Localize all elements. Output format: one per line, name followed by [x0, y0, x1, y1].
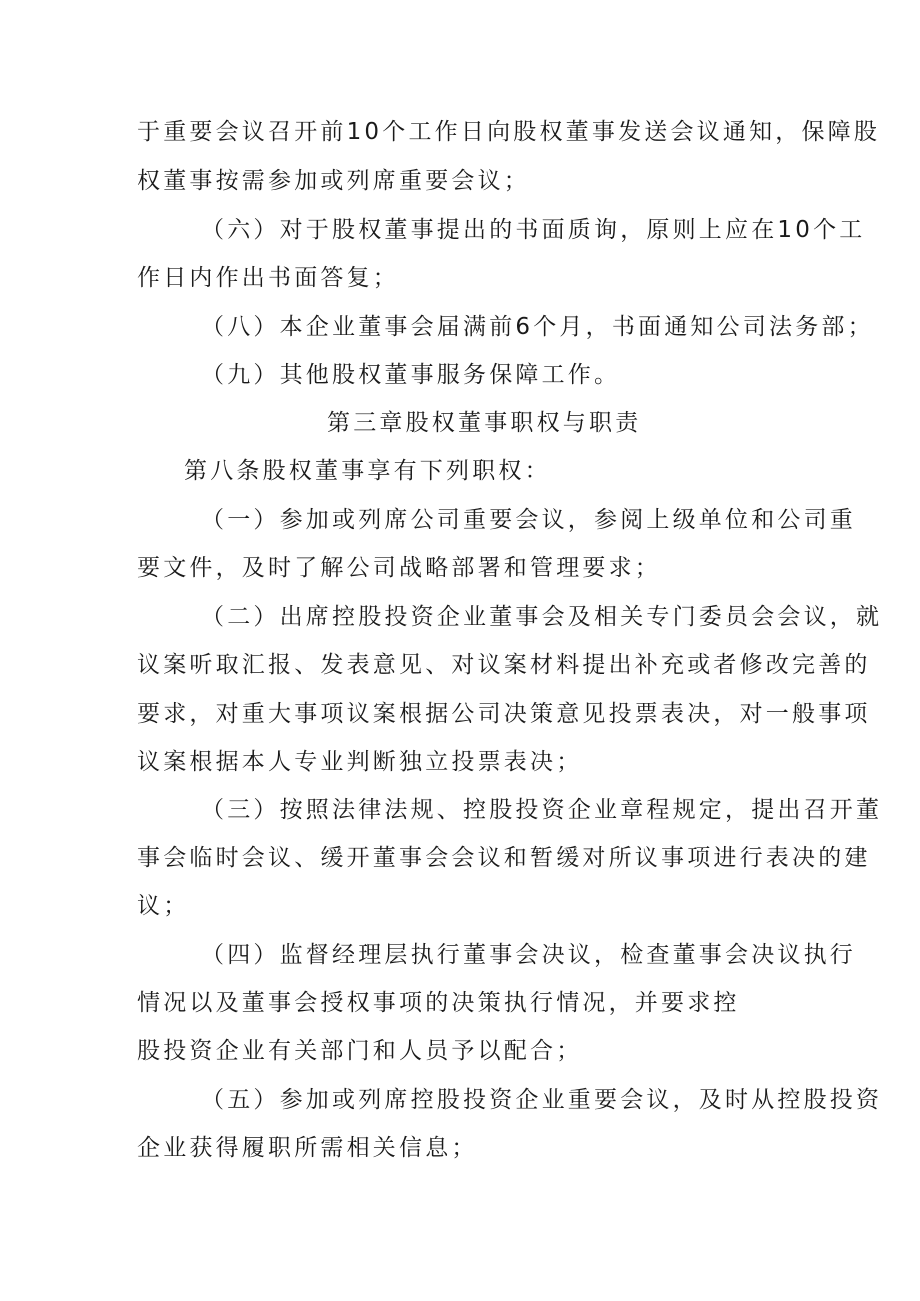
- text-line-6: （九）其他股权董事服务保障工作。: [201, 362, 621, 388]
- text-line-13: 要求，对重大事项议案根据公司决策意见投票表决，对一般事项: [137, 701, 871, 727]
- text-line-4: 作日内作出书面答复；: [137, 265, 399, 291]
- article-heading: 第八条股权董事享有下列职权：: [184, 458, 551, 484]
- text-line-2: 权董事按需参加或列席重要会议；: [137, 168, 530, 194]
- chapter-heading: 第三章股权董事职权与职责: [327, 410, 642, 436]
- text-line-9: （一）参加或列席公司重要会议，参阅上级单位和公司重: [201, 507, 856, 533]
- text-line-3: （六）对于股权董事提出的书面质询，原则上应在10个工: [201, 217, 866, 243]
- text-line-18: （四）监督经理层执行董事会决议，检查董事会决议执行: [201, 942, 856, 968]
- text-line-10: 要文件，及时了解公司战略部署和管理要求；: [137, 555, 661, 581]
- text-line-5: （八）本企业董事会届满前6个月，书面通知公司法务部；: [201, 314, 874, 340]
- text-line-16: 事会临时会议、缓开董事会会议和暂缓对所议事项进行表决的建: [137, 845, 871, 871]
- text-line-19: 情况以及董事会授权事项的决策执行情况，并要求控: [137, 990, 740, 1016]
- text-line-1: 于重要会议召开前10个工作日向股权董事发送会议通知，保障股: [137, 119, 881, 145]
- text-line-11: （二）出席控股投资企业董事会及相关专门委员会会议，就: [201, 604, 883, 630]
- text-line-21: （五）参加或列席控股投资企业重要会议，及时从控股投资: [201, 1087, 883, 1113]
- text-line-20: 股投资企业有关部门和人员予以配合；: [137, 1038, 583, 1064]
- text-line-15: （三）按照法律法规、控股投资企业章程规定，提出召开董: [201, 797, 883, 823]
- text-line-12: 议案听取汇报、发表意见、对议案材料提出补充或者修改完善的: [137, 652, 871, 678]
- text-line-17: 议；: [137, 893, 190, 919]
- text-line-14: 议案根据本人专业判断独立投票表决；: [137, 749, 583, 775]
- text-line-22: 企业获得履职所需相关信息；: [137, 1135, 478, 1161]
